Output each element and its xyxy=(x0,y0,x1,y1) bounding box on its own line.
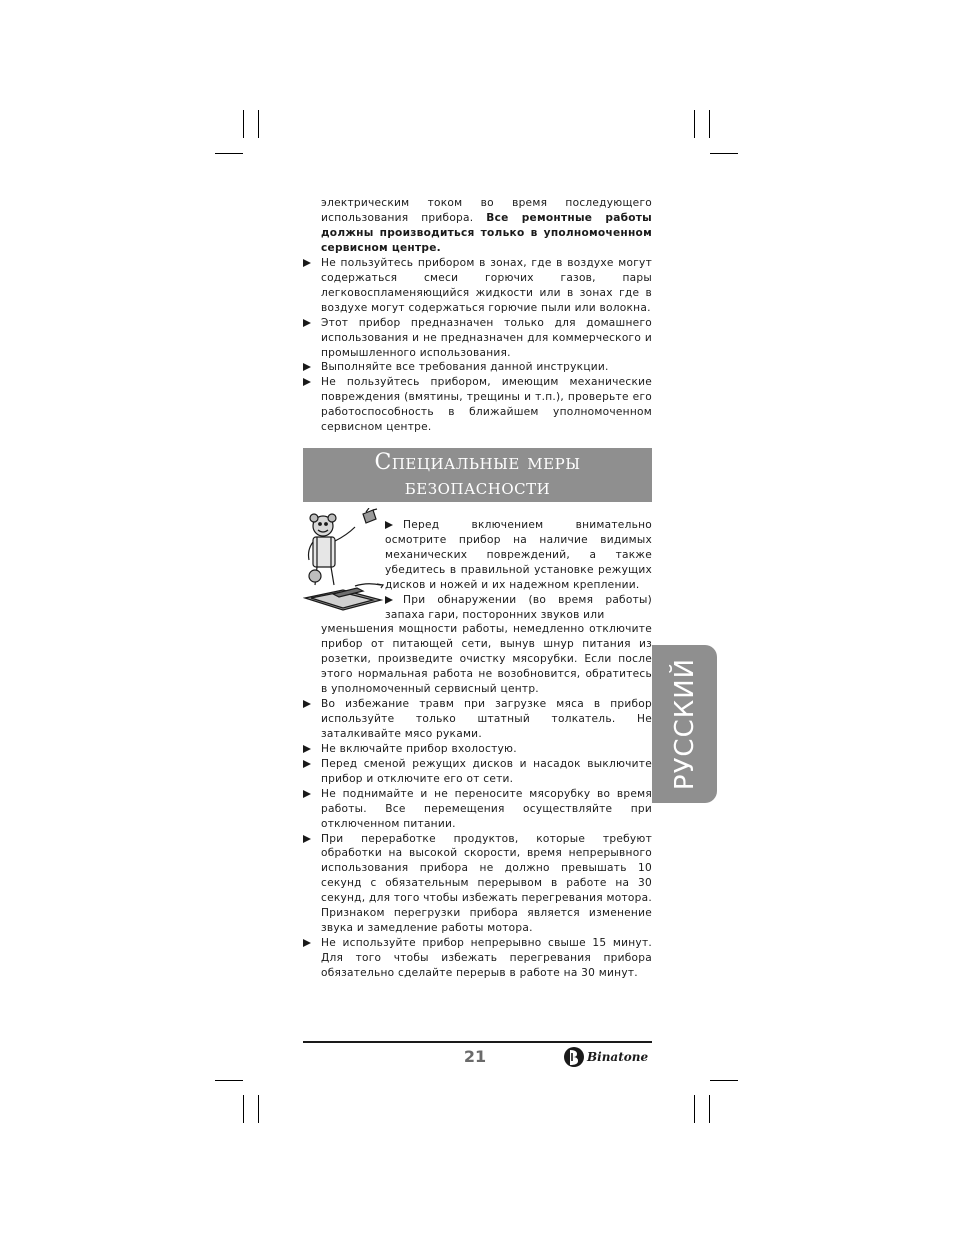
safety-text-block xyxy=(303,518,652,981)
continuation-plain: электрическим током во время последующего использования прибора. xyxy=(321,197,652,224)
bullet-triangle-icon xyxy=(303,939,311,947)
crop-mark xyxy=(243,1095,244,1123)
crop-mark xyxy=(694,110,695,138)
bullet-text: уменьшения мощности работы, немедленно отключите прибор от питающей сети, вынув шнур питания из розетки, произведите очистку мясорубки. Если после этого нормальная работа не возобновится, обратитесь в уполномоченный сервисный центр. xyxy=(321,623,652,695)
bullet-text: Не поднимайте и не переносите мясорубку во время работы. Все перемещения осуществляйте при отключенном питании. xyxy=(321,787,652,830)
bullet-text: Перед сменой режущих дисков и насадок выключите прибор и отключите его от сети. xyxy=(321,757,652,785)
bullet-text: Не пользуйтесь прибором в зонах, где в воздухе могут содержаться смеси горючих газов, пары легковоспламеняющийся жидкости или в зонах где в воздухе могут содержаться горючие пыли или волокна. xyxy=(321,256,652,314)
continuation-bold: Все ремонтные работы должны производиться только в уполномоченном сервисном центре. xyxy=(321,211,652,254)
page-number: 21 xyxy=(463,1047,487,1066)
bullet-text: При переработке продуктов, которые требуют обработки на высокой скорости, время непрерывного использования прибора не должно превышать 10 секунд с обязательным перерывом в работе на 30 секунд, для того чтобы избежать перегревания мотора. Признаком перегрузки прибора является изменение звука и замедление работы мотора. xyxy=(321,832,652,935)
crop-mark xyxy=(710,153,738,154)
list-item xyxy=(303,742,652,757)
list-item xyxy=(303,757,652,787)
bullet-text: Перед включением внимательно осмотрите прибор на наличие видимых механических повреждений, а также убедитесь в правильной установке режущих дисков и ножей и их надежном креплении. xyxy=(385,519,652,591)
bullet-triangle-icon xyxy=(385,521,393,529)
section-title-line2: безопасности xyxy=(404,475,551,500)
bullet-triangle-icon xyxy=(385,596,393,604)
language-tab xyxy=(652,645,717,803)
crop-mark xyxy=(710,1080,738,1081)
crop-mark xyxy=(215,153,243,154)
bullet-text: Выполняйте все требования данной инструкции. xyxy=(321,361,609,374)
bullet-text: Этот прибор предназначен только для домашнего использования и не предназначен для коммерческого и промышленного использования. xyxy=(321,316,652,359)
list-item xyxy=(303,832,652,937)
list-item xyxy=(303,360,652,375)
bullet-triangle-icon xyxy=(303,363,311,371)
section-title-banner xyxy=(303,448,652,502)
brand-name: Binatone xyxy=(587,1050,649,1064)
wrapped-text-block xyxy=(385,518,652,623)
list-item xyxy=(385,518,652,593)
bullet-triangle-icon xyxy=(303,835,311,843)
crop-mark xyxy=(258,110,259,138)
bullet-text: При обнаружении (во время работы) запаха гари, посторонних звуков или xyxy=(385,593,652,621)
bullet-text: Не используйте прибор непрерывно свыше 15 минут. Для того чтобы избежать перегревания прибора обязательно сделайте перерыв в работе на 30 минут. xyxy=(321,937,652,980)
bullet-triangle-icon xyxy=(303,760,311,768)
bullet-text: Не пользуйтесь прибором, имеющим механические повреждения (вмятины, трещины и т.п.), проверьте его работоспособность в ближайшем уполномоченном сервисном центре. xyxy=(321,376,652,434)
list-item xyxy=(303,375,652,435)
footer-divider xyxy=(303,1041,652,1043)
bullet-triangle-icon xyxy=(303,259,311,267)
list-item xyxy=(303,316,652,361)
list-item xyxy=(303,697,652,742)
section-title-line1: Специальные меры xyxy=(374,450,581,475)
crop-mark xyxy=(709,1095,710,1123)
list-item xyxy=(303,256,652,316)
continuation-paragraph xyxy=(303,622,652,697)
crop-mark xyxy=(258,1095,259,1123)
bullet-triangle-icon xyxy=(303,745,311,753)
crop-mark xyxy=(243,110,244,138)
bullet-triangle-icon xyxy=(303,378,311,386)
bullet-triangle-icon xyxy=(303,790,311,798)
list-item xyxy=(303,936,652,981)
top-text-block xyxy=(303,196,652,435)
list-item xyxy=(385,593,652,623)
crop-mark xyxy=(709,110,710,138)
list-item xyxy=(303,787,652,832)
bullet-triangle-icon xyxy=(303,700,311,708)
crop-mark xyxy=(215,1080,243,1081)
bullet-text: Не включайте прибор вхолостую. xyxy=(321,742,517,755)
continuation-paragraph xyxy=(303,196,652,256)
crop-mark xyxy=(694,1095,695,1123)
language-tab-label: РУССКИЙ xyxy=(669,657,700,791)
bullet-triangle-icon xyxy=(303,319,311,327)
bullet-text: Во избежание травм при загрузке мяса в прибор используйте только штатный толкатель. Не заталкивайте мясо руками. xyxy=(321,697,652,740)
